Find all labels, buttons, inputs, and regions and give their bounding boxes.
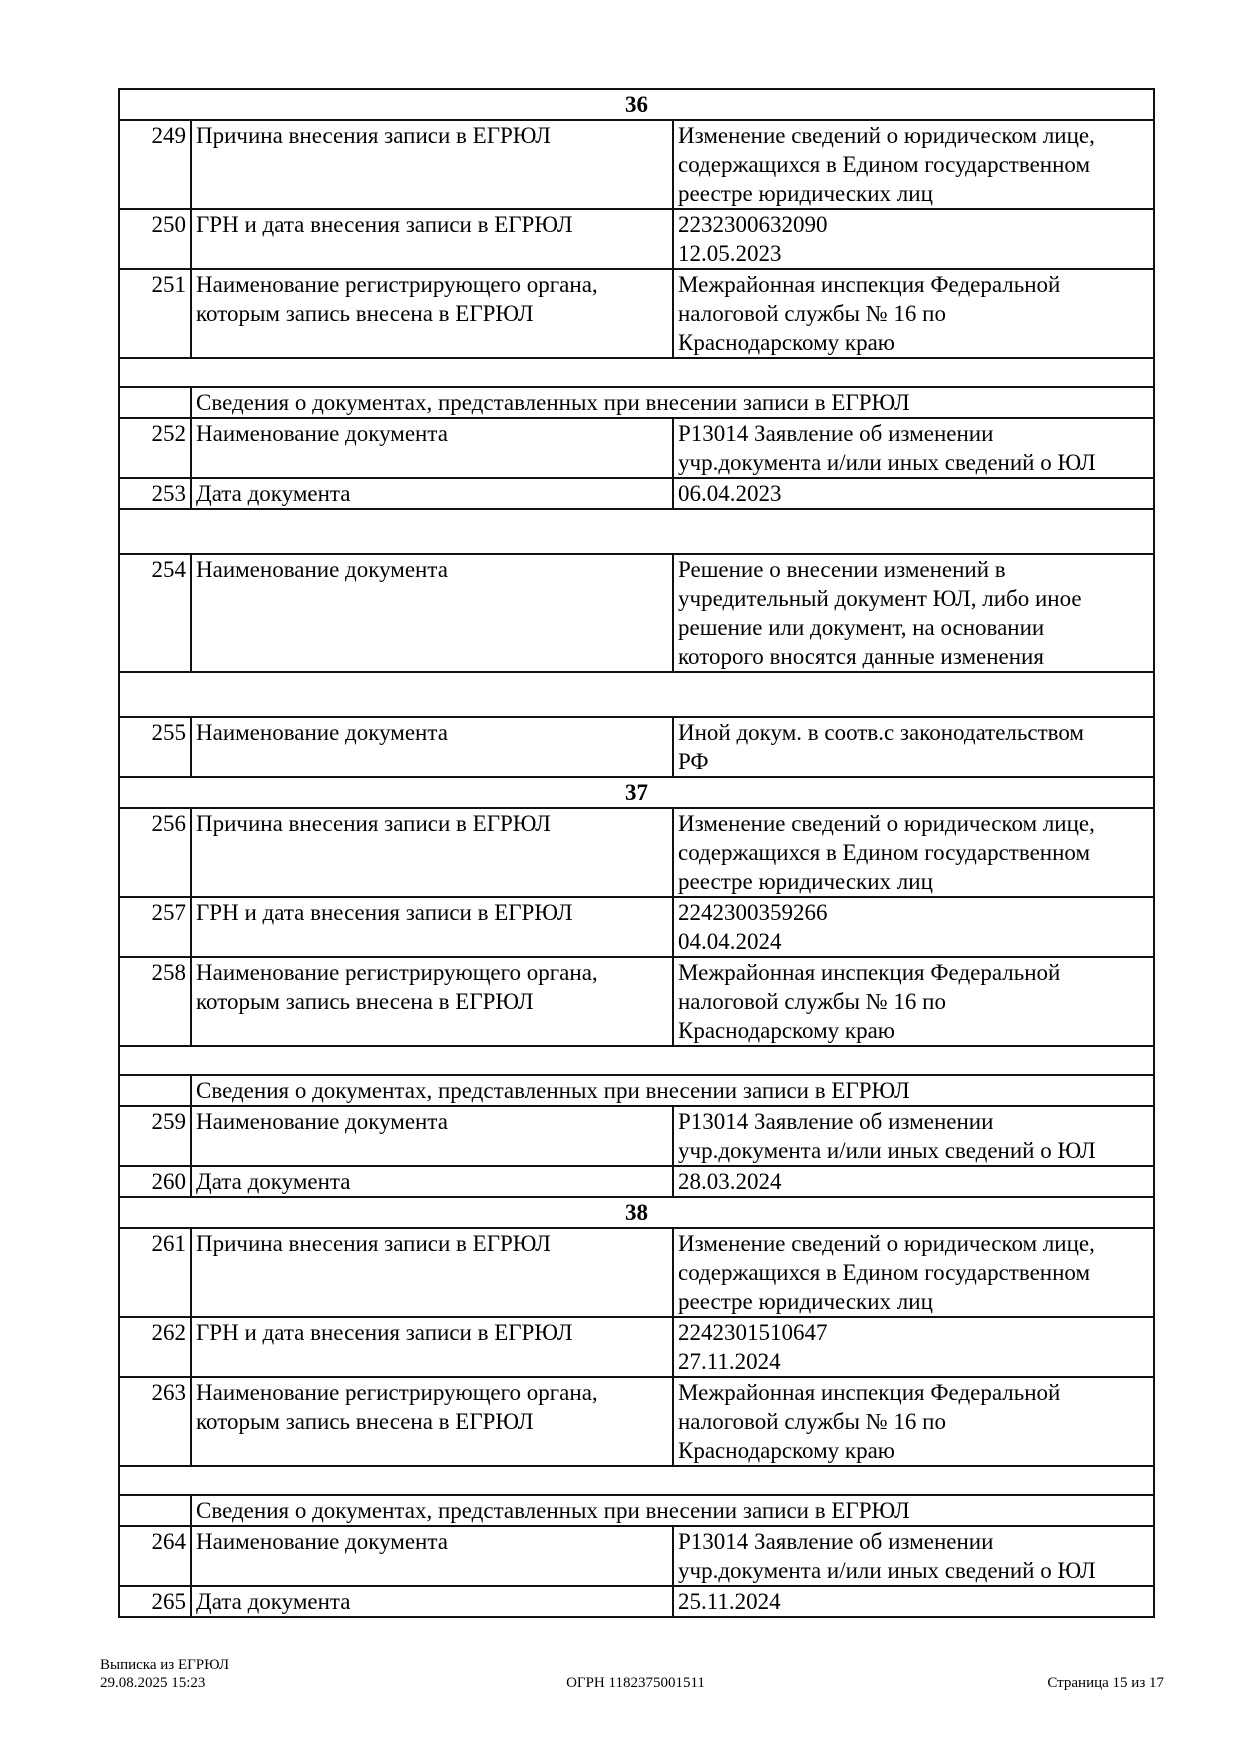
- table-row: [119, 1228, 1154, 1317]
- field-label: ГРН и дата внесения записи в ЕГРЮЛ: [191, 1317, 673, 1377]
- section-number: 37: [119, 777, 1154, 808]
- field-label: Дата документа: [191, 1586, 673, 1617]
- field-label: Наименование документа: [191, 1526, 673, 1586]
- field-value: Изменение сведений о юридическом лице, содержащихся в Едином государственном реестре юридических лиц: [673, 808, 1154, 897]
- row-number: 256: [119, 808, 191, 897]
- field-label: Причина внесения записи в ЕГРЮЛ: [191, 808, 673, 897]
- table-row: [119, 808, 1154, 897]
- documents-subheader: Сведения о документах, представленных при внесении записи в ЕГРЮЛ: [191, 1495, 1154, 1526]
- row-number: 250: [119, 209, 191, 269]
- footer-page-number: Страница 15 из 17: [1047, 1675, 1164, 1691]
- field-label: Причина внесения записи в ЕГРЮЛ: [191, 120, 673, 209]
- row-number: 264: [119, 1526, 191, 1586]
- field-label: Причина внесения записи в ЕГРЮЛ: [191, 1228, 673, 1317]
- field-value: Р13014 Заявление об изменении учр.документа и/или иных сведений о ЮЛ: [673, 1526, 1154, 1586]
- field-label: Наименование документа: [191, 554, 673, 672]
- spacer-row: [119, 509, 1154, 554]
- field-value: Межрайонная инспекция Федеральной налоговой службы № 16 по Краснодарскому краю: [673, 957, 1154, 1046]
- table-row: [119, 120, 1154, 209]
- table-row: [119, 269, 1154, 358]
- field-value: Р13014 Заявление об изменении учр.документа и/или иных сведений о ЮЛ: [673, 418, 1154, 478]
- row-number: 251: [119, 269, 191, 358]
- table-row: [119, 209, 1154, 269]
- field-value: 2242300359266 04.04.2024: [673, 897, 1154, 957]
- field-label: Наименование регистрирующего органа, которым запись внесена в ЕГРЮЛ: [191, 1377, 673, 1466]
- spacer-row: [119, 358, 1154, 387]
- field-label: Наименование регистрирующего органа, которым запись внесена в ЕГРЮЛ: [191, 957, 673, 1046]
- field-value: Изменение сведений о юридическом лице, содержащихся в Едином государственном реестре юридических лиц: [673, 120, 1154, 209]
- documents-subheader-row: [119, 387, 1154, 418]
- field-value: 06.04.2023: [673, 478, 1154, 509]
- field-value: Р13014 Заявление об изменении учр.документа и/или иных сведений о ЮЛ: [673, 1106, 1154, 1166]
- row-number: 255: [119, 717, 191, 777]
- table-row: [119, 554, 1154, 672]
- field-value: Изменение сведений о юридическом лице, содержащихся в Едином государственном реестре юридических лиц: [673, 1228, 1154, 1317]
- field-label: Наименование документа: [191, 1106, 673, 1166]
- field-value: 28.03.2024: [673, 1166, 1154, 1197]
- field-value: Иной докум. в соотв.с законодательством РФ: [673, 717, 1154, 777]
- table-row: [119, 1526, 1154, 1586]
- empty-number-cell: [119, 1495, 191, 1526]
- field-label: Наименование документа: [191, 418, 673, 478]
- table-row: [119, 478, 1154, 509]
- documents-subheader: Сведения о документах, представленных при внесении записи в ЕГРЮЛ: [191, 1075, 1154, 1106]
- field-label: ГРН и дата внесения записи в ЕГРЮЛ: [191, 209, 673, 269]
- row-number: 260: [119, 1166, 191, 1197]
- row-number: 261: [119, 1228, 191, 1317]
- row-number: 262: [119, 1317, 191, 1377]
- field-value: Межрайонная инспекция Федеральной налоговой службы № 16 по Краснодарскому краю: [673, 269, 1154, 358]
- documents-subheader: Сведения о документах, представленных при внесении записи в ЕГРЮЛ: [191, 387, 1154, 418]
- field-label: Наименование регистрирующего органа, которым запись внесена в ЕГРЮЛ: [191, 269, 673, 358]
- empty-number-cell: [119, 387, 191, 418]
- spacer-row: [119, 672, 1154, 717]
- documents-subheader-row: [119, 1495, 1154, 1526]
- spacer-row: [119, 1466, 1154, 1495]
- documents-subheader-row: [119, 1075, 1154, 1106]
- table-row: [119, 1586, 1154, 1617]
- row-number: 259: [119, 1106, 191, 1166]
- spacer-cell: [119, 1046, 1154, 1075]
- spacer-cell: [119, 358, 1154, 387]
- field-value: 2232300632090 12.05.2023: [673, 209, 1154, 269]
- field-label: Дата документа: [191, 478, 673, 509]
- section-row-37: [119, 777, 1154, 808]
- spacer-row: [119, 1046, 1154, 1075]
- field-label: Наименование документа: [191, 717, 673, 777]
- row-number: 258: [119, 957, 191, 1046]
- table-row: [119, 1106, 1154, 1166]
- section-number: 36: [119, 89, 1154, 120]
- footer-ogrn: ОГРН 1182375001511: [566, 1675, 705, 1691]
- field-value: Решение о внесении изменений в учредительный документ ЮЛ, либо иное решение или документ, на основании которого вносятся данные изменения: [673, 554, 1154, 672]
- footer-datetime: 29.08.2025 15:23: [100, 1675, 206, 1691]
- table-row: [119, 897, 1154, 957]
- footer-doc-title: Выписка из ЕГРЮЛ: [100, 1657, 229, 1673]
- egrul-extract-table: [118, 88, 1155, 1618]
- row-number: 249: [119, 120, 191, 209]
- field-label: ГРН и дата внесения записи в ЕГРЮЛ: [191, 897, 673, 957]
- section-row-36: [119, 89, 1154, 120]
- table-row: [119, 717, 1154, 777]
- spacer-cell: [119, 672, 1154, 717]
- spacer-cell: [119, 509, 1154, 554]
- table-row: [119, 1377, 1154, 1466]
- row-number: 252: [119, 418, 191, 478]
- table-row: [119, 1166, 1154, 1197]
- field-value: 2242301510647 27.11.2024: [673, 1317, 1154, 1377]
- table-row: [119, 418, 1154, 478]
- row-number: 253: [119, 478, 191, 509]
- row-number: 265: [119, 1586, 191, 1617]
- section-number: 38: [119, 1197, 1154, 1228]
- section-row-38: [119, 1197, 1154, 1228]
- table-row: [119, 1317, 1154, 1377]
- spacer-cell: [119, 1466, 1154, 1495]
- row-number: 263: [119, 1377, 191, 1466]
- field-value: 25.11.2024: [673, 1586, 1154, 1617]
- row-number: 257: [119, 897, 191, 957]
- field-value: Межрайонная инспекция Федеральной налоговой службы № 16 по Краснодарскому краю: [673, 1377, 1154, 1466]
- field-label: Дата документа: [191, 1166, 673, 1197]
- empty-number-cell: [119, 1075, 191, 1106]
- row-number: 254: [119, 554, 191, 672]
- table-row: [119, 957, 1154, 1046]
